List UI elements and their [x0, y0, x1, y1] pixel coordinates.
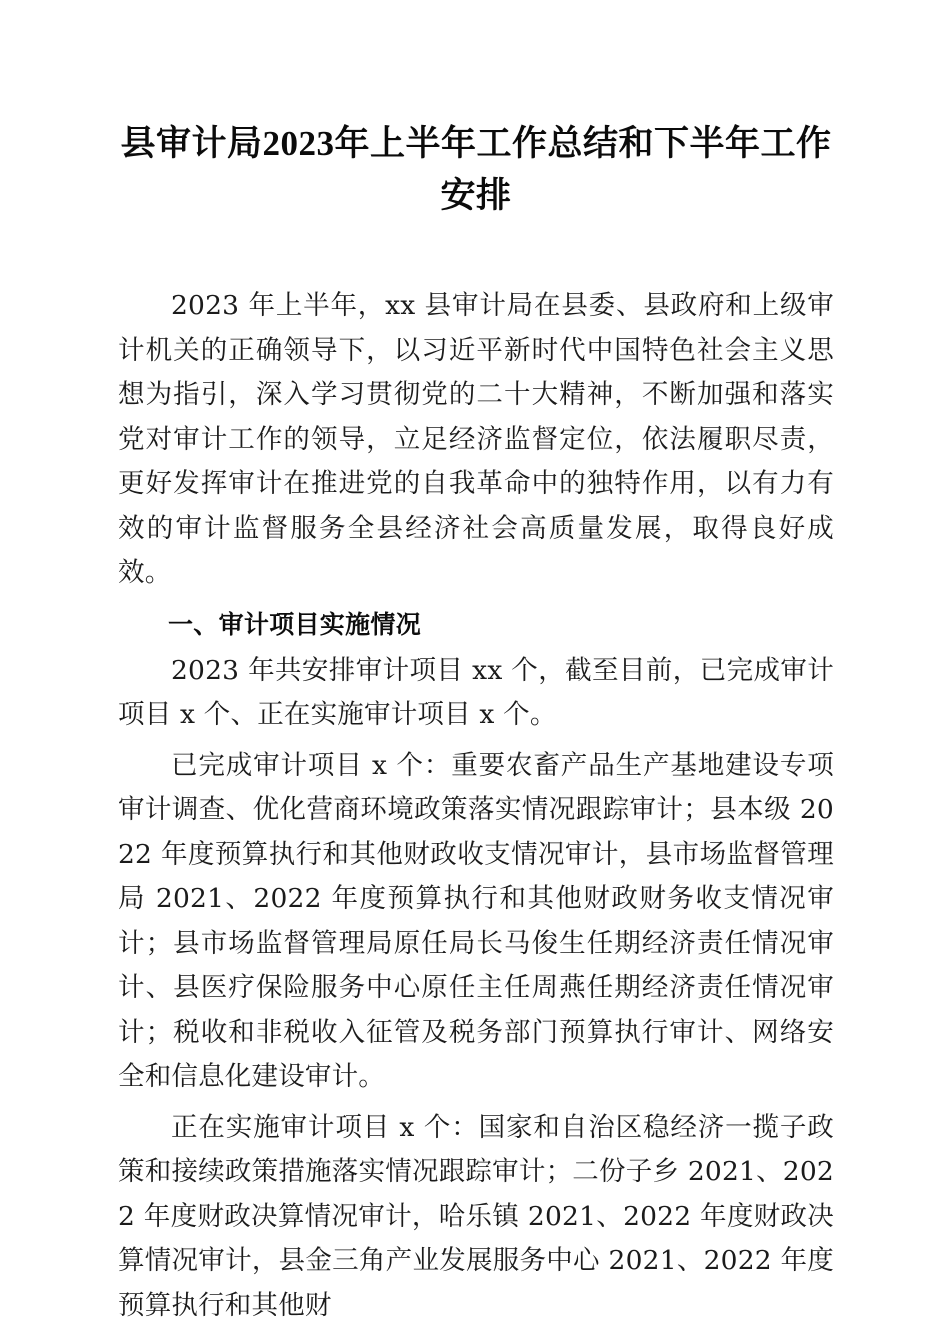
- paragraph-intro: 2023 年上半年，xx 县审计局在县委、县政府和上级审计机关的正确领导下，以习近平新时代中国特色社会主义思想为指引，深入学习贯彻党的二十大精神，不断加强和落实党对审计工作的领导，立足经济监督定位，依法履职尽责，更好发挥审计在推进党的自我革命中的独特作用，以有力有效的审计监督服务全县经济社会高质量发展，取得良好成效。: [118, 290, 834, 588]
- section-heading-1: 一、审计项目实施情况: [168, 610, 422, 639]
- paragraph-project-count: 2023 年共安排审计项目 xx 个，截至目前，已完成审计项目 x 个、正在实施审计项目 x 个。: [118, 654, 834, 730]
- paragraph-completed-projects: 已完成审计项目 x 个：重要农畜产品生产基地建设专项审计调查、优化营商环境政策落实情况跟踪审计；县本级 2022 年度预算执行和其他财政收支情况审计，县市场监督管理局 2021、2022 年度预算执行和其他财政财务收支情况审计；县市场监督管理局原任局长马俊生任期经济责任情况审计、县医疗保险服务中心原任主任周燕任期经济责任情况审计；税收和非税收入征管及税务部门预算执行审计、网络安全和信息化建设审计。: [118, 749, 834, 1092]
- page-title: 县审计局2023年上半年工作总结和下半年工作安排: [120, 124, 832, 215]
- paragraph-ongoing-projects: 正在实施审计项目 x 个：国家和自治区稳经济一揽子政策和接续政策措施落实情况跟踪审计；二份子乡 2021、2022 年度财政决算情况审计，哈乐镇 2021、2022 年度财政决算情况审计，县金三角产业发展服务中心 2021、2022 年度预算执行和其他财: [118, 1111, 834, 1321]
- document-content: [118, 0, 834, 1328]
